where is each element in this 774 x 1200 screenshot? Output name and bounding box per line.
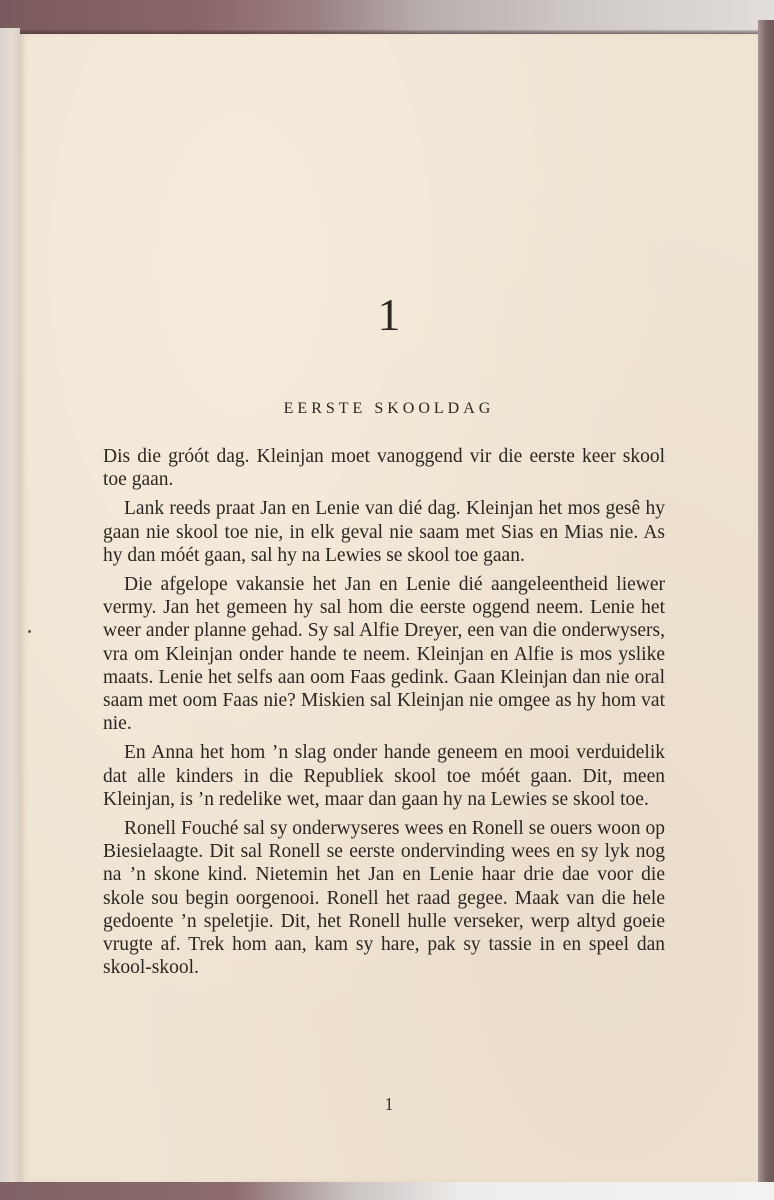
paragraph: Dis die gróót dag. Kleinjan moet vanoggend vir die eerste keer skool toe gaan. [103,446,665,491]
chapter-title: EERSTE SKOOLDAG [283,400,495,417]
book-cover-bottom-edge [0,1182,774,1200]
paragraph: Die afgelope vakansie het Jan en Lenie dié aangeleentheid liewer vermy. Jan het gemeen hy sal hom die eerste oggend neem. Lenie het weer ander planne gehad. Sy sal Alfie Dreyer, een van die onderwysers, vra om Kleinjan onder hande te neem. Kleinjan en Alfie is mos yslike maats. Lenie het selfs aan oom Faas gedink. Gaan Kleinjan dan nie oral saam met oom Faas nie? Miskien sal Kleinjan nie omgee as hy hom vat nie. [103,574,665,735]
chapter-body [103,445,665,985]
book-gutter-edge [0,28,20,1188]
paragraph: Ronell Fouché sal sy onderwyseres wees en Ronell se ouers woon op Biesielaagte. Dit sal Ronell se eerste ondervinding wees en sy lyk nog na ’n skone kind. Nietemin het Jan en Lenie haar drie dae voor die skole sou begin oorgenooi. Ronell het raad gegee. Maak van die hele gedoente ’n speletjie. Dit, het Ronell hulle verseker, werp altyd goeie vrugte af. Trek hom aan, kam sy hare, pak sy tassie in en speel dan skool-skool. [103,818,665,979]
show-through-text [100,134,710,310]
book-cover-top-edge [0,0,774,34]
chapter-number: 1 [377,289,401,340]
book-cover-right-edge [758,20,774,1200]
paragraph: Lank reeds praat Jan en Lenie van dié dag. Kleinjan het mos gesê hy gaan nie skool toe nie, in elk geval nie saam met Sias en Mias nie. As hy dan móét gaan, sal hy na Lewies se skool toe gaan. [103,498,665,566]
paragraph: En Anna het hom ’n slag onder hande geneem en mooi verduidelik dat alle kinders in die Republiek skool toe móét gaan. Dit, meen Kleinjan, is ’n redelike wet, maar dan gaan hy na Lewies se skool toe. [103,742,665,810]
book-page [20,34,758,1182]
paper-speck [28,630,31,633]
page-number: 1 [384,1094,394,1114]
